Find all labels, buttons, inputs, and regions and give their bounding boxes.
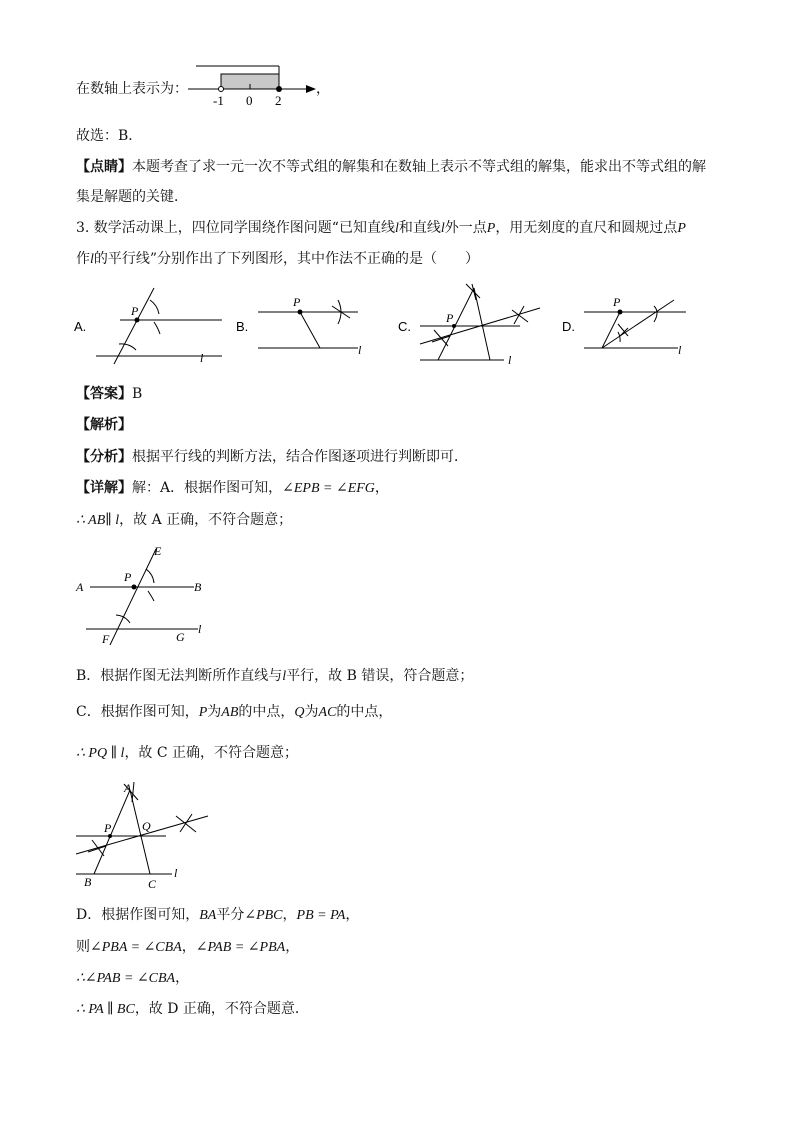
option-c-l: l	[508, 353, 512, 367]
q-var-l1: l	[394, 221, 399, 236]
figure-a-labeled	[74, 543, 224, 647]
option-d-figure	[562, 292, 702, 362]
analysis-tag: 【分析】	[76, 449, 132, 465]
d4-f: ∴ PA ∥ BC	[76, 1002, 135, 1017]
figure-c-labeled	[74, 780, 224, 892]
comment-text-1: 本题考查了求一元一次不等式组的解集和在数轴上表示不等式组的解集，能求出不等式组的解	[132, 159, 706, 175]
analysis-tag-line: 【解析】	[76, 417, 132, 433]
option-b-l: l	[358, 343, 362, 357]
d-line-2	[76, 937, 299, 958]
d2-f1: ∠PBA = ∠CBA	[90, 940, 182, 955]
detail-tag: 【详解】	[76, 480, 132, 496]
option-a-p: P	[131, 304, 139, 318]
c-ab: AB	[221, 705, 239, 720]
d2-f2: ∠PAB = ∠PBA	[195, 940, 286, 955]
option-b-label: B.	[236, 319, 249, 334]
c-concl-text: ，故 C 正确，不符合题意；	[124, 745, 299, 761]
b-text-l: l	[282, 669, 287, 684]
q2-text-a: 作	[76, 251, 90, 267]
q-text-c: 外一点	[444, 220, 487, 236]
fig-c-label-a: A	[124, 781, 132, 795]
analysis-line	[76, 447, 468, 467]
d3-post: ，	[175, 970, 190, 986]
question-line-2	[76, 249, 479, 270]
fig-a-label-e: E	[154, 544, 162, 558]
option-a-label: A.	[74, 319, 87, 334]
option-c-figure	[398, 282, 548, 368]
tick-label-2: 2	[275, 93, 282, 108]
option-a-l: l	[200, 351, 204, 365]
detail-a-post: ，	[374, 480, 389, 496]
q2-text-b: 的平行线”分别作出了下列图形，其中作法不正确的是（ ）	[93, 251, 480, 267]
option-d-label: D.	[562, 319, 575, 334]
d-line-3	[76, 968, 189, 989]
d3-f: ∴∠PAB = ∠CBA	[76, 971, 176, 986]
numberline-suffix	[316, 79, 330, 99]
comment-line-2: 集是解题的关键．	[76, 189, 188, 205]
c-mid1: 为	[207, 704, 222, 720]
fig-c-label-q: Q	[142, 819, 151, 833]
q-text-d: ，用无刻度的直尺和圆规过点	[495, 220, 678, 236]
analysis-text: 根据平行线的判断方法，结合作图逐项进行判断即可．	[132, 449, 468, 465]
d1-pre: D．根据作图可知，	[76, 907, 200, 923]
c-conclusion-line	[76, 743, 298, 764]
comment-line-1	[76, 157, 706, 177]
q-var-p1: P	[486, 221, 496, 236]
d-line-1	[76, 905, 359, 926]
fig-c-label-p: P	[104, 821, 112, 835]
fig-c-label-l: l	[174, 866, 178, 880]
c-q: Q	[294, 705, 305, 720]
comment-tag: 【点睛】	[76, 159, 132, 175]
numberline-prefix	[76, 79, 188, 99]
fig-a-label-a: A	[76, 580, 84, 594]
tick-label-neg1: -1	[213, 93, 224, 108]
d1-mid: 平分	[216, 907, 245, 923]
option-d-p: P	[613, 295, 621, 309]
fig-a-label-g: G	[176, 630, 185, 644]
detail-line-a	[76, 478, 389, 499]
fig-c-label-c: C	[148, 877, 157, 891]
tick-label-0: 0	[246, 93, 253, 108]
q-var-l2: l	[440, 221, 445, 236]
answer-tag: 【答案】	[76, 386, 132, 402]
select-line: 故选：B．	[76, 128, 143, 144]
numberline-suffix-text: ，	[316, 81, 330, 97]
d1-f3: PB = PA	[296, 908, 346, 923]
d2-post: ，	[285, 939, 300, 955]
d1-sep: ，	[282, 907, 297, 923]
d1-f2: ∠PBC	[244, 908, 283, 923]
c-ac: AC	[318, 705, 337, 720]
c-mid2: 的中点，	[238, 704, 295, 720]
q2-var-l: l	[90, 252, 94, 267]
d4-post: ，故 D 正确，不符合题意．	[134, 1001, 309, 1017]
question-line-1	[76, 218, 686, 239]
c-concl-formula: ∴ PQ ∥ l	[76, 746, 125, 761]
detail-a-concl-text: ，故 A 正确，不符合题意；	[119, 512, 293, 528]
c-p: P	[198, 705, 208, 720]
fig-a-label-f: F	[102, 632, 110, 646]
detail-a-concl-formula: ∴ AB∥ l	[76, 513, 120, 528]
fig-a-label-l: l	[198, 622, 202, 636]
answer-line	[76, 384, 142, 404]
q-text-a: 3. 数学活动课上，四位同学围绕作图问题“已知直线	[76, 220, 395, 236]
detail-a-conclusion	[76, 510, 292, 531]
option-c-label: C.	[398, 319, 411, 334]
answer-value: B	[132, 386, 143, 402]
d2-sep: ，	[181, 939, 196, 955]
option-a-figure	[74, 284, 224, 364]
detail-a-pre: 解：A．根据作图可知，	[132, 480, 283, 496]
option-c-p: P	[446, 311, 454, 325]
d1-f1: BA	[199, 908, 217, 923]
q-var-p2: P	[677, 221, 686, 236]
detail-a-formula: ∠EPB = ∠EFG	[282, 481, 375, 496]
c-mid3: 为	[304, 704, 319, 720]
fig-c-label-b: B	[84, 875, 92, 889]
option-b-p: P	[293, 295, 301, 309]
d-line-4	[76, 999, 309, 1020]
option-d-l: l	[678, 343, 682, 357]
c-text-line	[76, 702, 392, 723]
q-text-b: 和直线	[398, 220, 441, 236]
option-b-figure	[236, 292, 376, 362]
c-pre: C．根据作图可知，	[76, 704, 199, 720]
d2-pre: 则	[76, 939, 90, 955]
fig-a-label-p: P	[124, 570, 132, 584]
b-text-pre: B．根据作图无法判断所作直线与	[76, 668, 283, 684]
b-text-line	[76, 666, 473, 687]
b-text-post: 平行，故 B 错误，符合题意；	[286, 668, 474, 684]
d1-post: ，	[345, 907, 360, 923]
fig-a-label-b: B	[194, 580, 202, 594]
numberline-prefix-text: 在数轴上表示为：	[76, 81, 188, 97]
c-post: 的中点，	[336, 704, 393, 720]
